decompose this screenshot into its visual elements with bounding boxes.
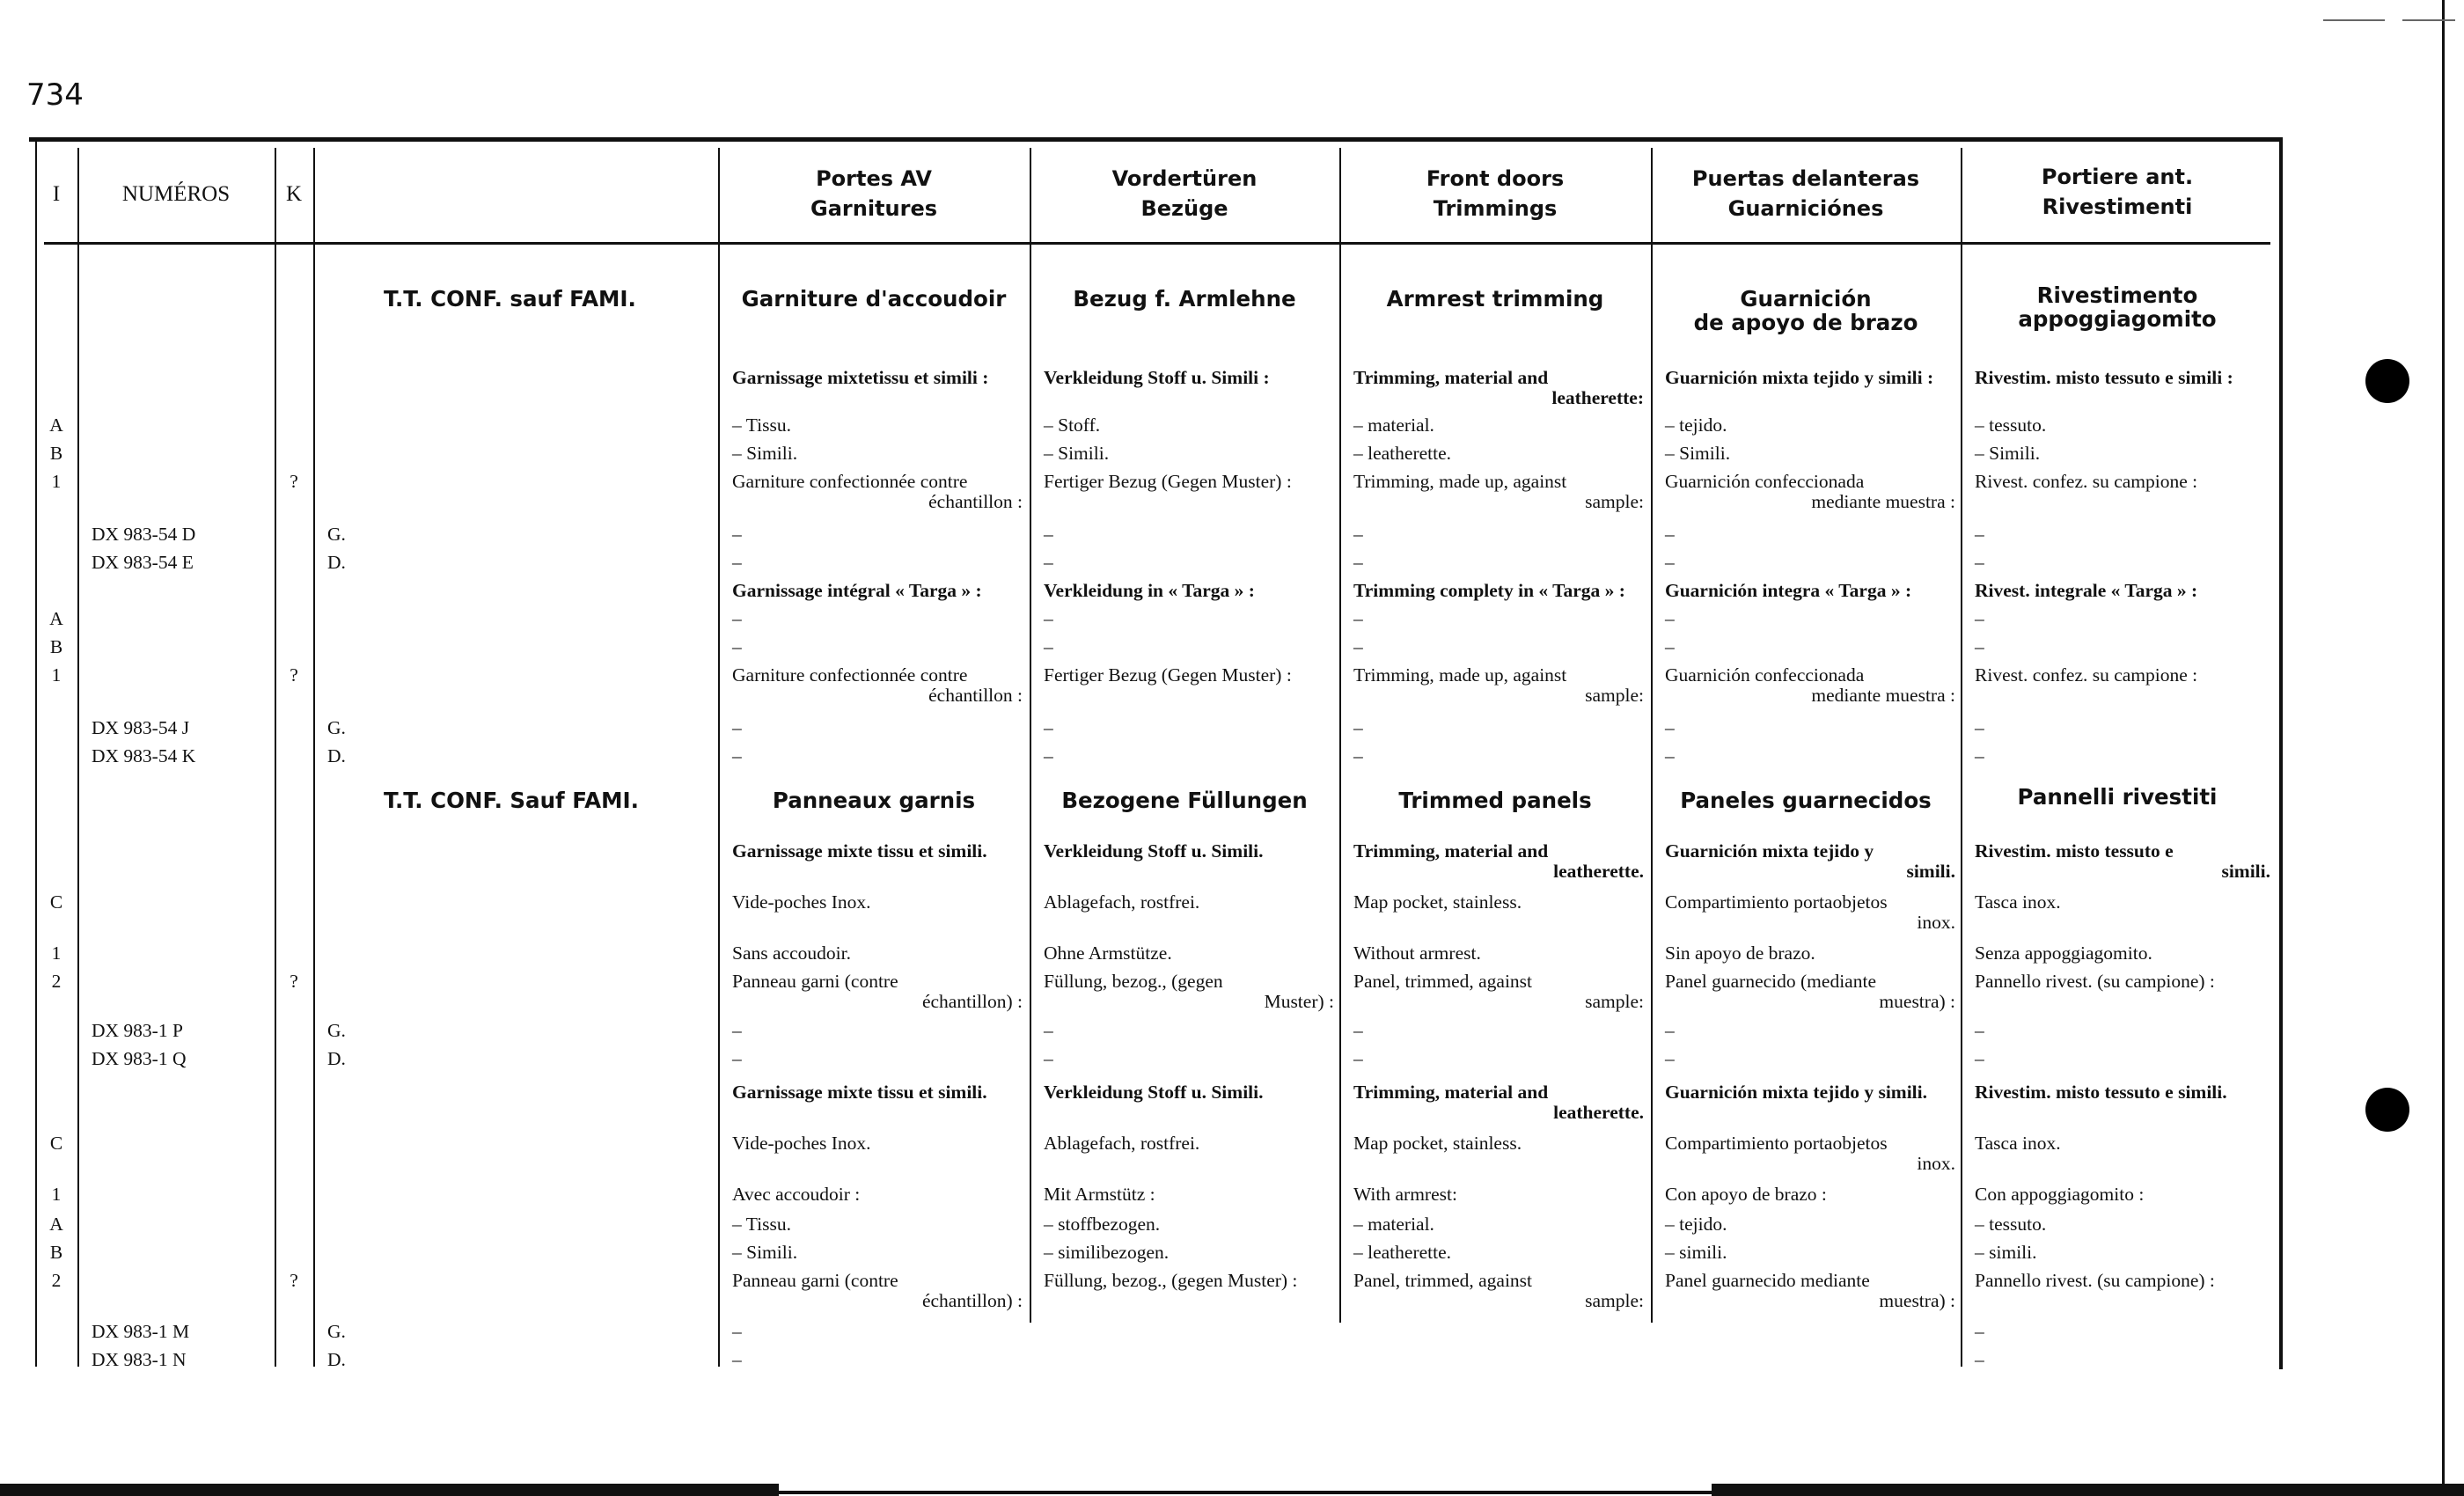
cell-en-cont: leatherette. xyxy=(1553,861,1644,882)
cell-i: B xyxy=(49,1242,63,1263)
cell-en-cont: leatherette: xyxy=(1551,387,1644,408)
cell-k: ? xyxy=(290,664,298,686)
col-rule xyxy=(275,148,276,1367)
cell-k: ? xyxy=(290,971,298,992)
cell-en: With armrest: xyxy=(1353,1184,1457,1205)
cell-es: – xyxy=(1665,552,1675,573)
cell-en: – xyxy=(1353,552,1363,573)
cell-en: – xyxy=(1353,636,1363,657)
table-top-border xyxy=(29,137,2280,142)
section-title-de: Bezogene Füllungen xyxy=(1061,788,1308,813)
header-col-en: Front doors Trimmings xyxy=(1426,166,1565,221)
cell-i: A xyxy=(49,1214,63,1235)
cell-de: Ablagefach, rostfrei. xyxy=(1044,1133,1200,1154)
cell-side: D. xyxy=(327,1048,346,1069)
cell-fr: Vide-poches Inox. xyxy=(732,891,871,913)
cell-fr: – Tissu. xyxy=(732,414,791,436)
cell-it: – xyxy=(1975,717,1984,738)
col-rule xyxy=(35,139,37,1367)
cell-fr: Garniture confectionnée contre xyxy=(732,471,968,492)
cell-fr: – xyxy=(732,552,742,573)
cell-fr: – Simili. xyxy=(732,443,798,464)
cell-num: DX 983-1 Q xyxy=(92,1048,187,1069)
cell-side: D. xyxy=(327,552,346,573)
section-label: T.T. CONF. Sauf FAMI. xyxy=(384,788,639,813)
cell-i: A xyxy=(49,414,63,436)
bottom-edge-bar xyxy=(0,1484,779,1496)
cell-fr: Garnissage mixte tissu et simili. xyxy=(732,1082,987,1103)
cell-it: Rivestim. misto tessuto e simili. xyxy=(1975,1082,2227,1103)
section-title-es: Guarnición de apoyo de brazo xyxy=(1693,286,1918,335)
cell-fr: Avec accoudoir : xyxy=(732,1184,861,1205)
cell-en-cont: sample: xyxy=(1585,1290,1644,1311)
cell-en-cont: sample: xyxy=(1585,685,1644,706)
cell-de: – xyxy=(1044,745,1053,766)
cell-num: DX 983-54 J xyxy=(92,717,190,738)
cell-de: Füllung, bezog., (gegen Muster) : xyxy=(1044,1270,1298,1291)
cell-i: 2 xyxy=(51,1270,62,1291)
cell-es: Guarnición mixta tejido y xyxy=(1665,840,1874,862)
section-title-fr: Garniture d'accoudoir xyxy=(741,286,1007,312)
cell-en: Panel, trimmed, against xyxy=(1353,1270,1533,1291)
cell-num: DX 983-54 D xyxy=(92,524,196,545)
cell-fr: – Simili. xyxy=(732,1242,798,1263)
cell-en: Trimming, made up, against xyxy=(1353,664,1567,686)
cell-side: G. xyxy=(327,524,346,545)
cell-de: – xyxy=(1044,524,1053,545)
cell-it: Tasca inox. xyxy=(1975,1133,2061,1154)
cell-de: Ohne Armstütze. xyxy=(1044,942,1172,964)
table-right-border xyxy=(2279,137,2283,1369)
edge-tick xyxy=(2323,19,2385,21)
cell-it: Rivestim. misto tessuto e simili : xyxy=(1975,367,2233,388)
cell-i: 1 xyxy=(51,664,62,686)
cell-es-cont: mediante muestra : xyxy=(1811,685,1955,706)
header-rule xyxy=(44,242,2270,245)
cell-it: – xyxy=(1975,1321,1984,1342)
section-title-it: Pannelli rivestiti xyxy=(2017,784,2218,810)
header-col-i: I xyxy=(52,182,61,206)
cell-num: DX 983-1 N xyxy=(92,1349,187,1370)
cell-it: Rivest. confez. su campione : xyxy=(1975,471,2198,492)
cell-de: Mit Armstütz : xyxy=(1044,1184,1155,1205)
cell-es: Guarnición confeccionada xyxy=(1665,664,1865,686)
page-number: 734 xyxy=(26,77,84,113)
cell-fr: Sans accoudoir. xyxy=(732,942,851,964)
cell-es: Sin apoyo de brazo. xyxy=(1665,942,1815,964)
cell-es: Panel guarnecido (mediante xyxy=(1665,971,1876,992)
cell-fr: Garniture confectionnée contre xyxy=(732,664,968,686)
cell-es: – simili. xyxy=(1665,1242,1727,1263)
cell-en: Trimming, made up, against xyxy=(1353,471,1567,492)
cell-en: – material. xyxy=(1353,414,1434,436)
section-title-en: Trimmed panels xyxy=(1398,788,1592,813)
edge-tick xyxy=(2402,19,2455,21)
cell-fr: – xyxy=(732,717,742,738)
col-rule xyxy=(313,148,315,1367)
cell-en-cont: leatherette. xyxy=(1553,1102,1644,1123)
cell-en: Trimming, material and xyxy=(1353,367,1549,388)
cell-en: – xyxy=(1353,1020,1363,1041)
cell-de: Ablagefach, rostfrei. xyxy=(1044,891,1200,913)
section-title-en: Armrest trimming xyxy=(1386,286,1604,312)
col-rule xyxy=(1339,148,1341,1323)
cell-es: – tejido. xyxy=(1665,1214,1727,1235)
cell-en: – material. xyxy=(1353,1214,1434,1235)
section-title-it: Rivestimento appoggiagomito xyxy=(2018,282,2217,332)
cell-de: Verkleidung Stoff u. Simili. xyxy=(1044,1082,1264,1103)
cell-num: DX 983-1 P xyxy=(92,1020,183,1041)
cell-en: Trimming complety in « Targa » : xyxy=(1353,580,1625,601)
cell-de: – stoffbezogen. xyxy=(1044,1214,1161,1235)
cell-i: B xyxy=(49,443,63,464)
cell-es-cont: inox. xyxy=(1917,912,1955,933)
cell-it: – xyxy=(1975,1349,1984,1370)
cell-i: 1 xyxy=(51,471,62,492)
cell-es: – xyxy=(1665,745,1675,766)
col-rule xyxy=(1030,148,1031,1323)
cell-es: – xyxy=(1665,717,1675,738)
cell-fr: – xyxy=(732,524,742,545)
cell-es: – xyxy=(1665,524,1675,545)
cell-fr: – xyxy=(732,608,742,629)
cell-fr: Garnissage mixtetissu et simili : xyxy=(732,367,989,388)
cell-it: Rivest. confez. su campione : xyxy=(1975,664,2198,686)
cell-fr: Garnissage intégral « Targa » : xyxy=(732,580,982,601)
cell-de: – Simili. xyxy=(1044,443,1110,464)
cell-es-cont: muestra) : xyxy=(1879,1290,1955,1311)
cell-de: – xyxy=(1044,1048,1053,1069)
binder-hole xyxy=(2365,1088,2409,1132)
cell-es: Guarnición mixta tejido y simili. xyxy=(1665,1082,1928,1103)
cell-en: Panel, trimmed, against xyxy=(1353,971,1533,992)
cell-fr: Vide-poches Inox. xyxy=(732,1133,871,1154)
cell-it: – Simili. xyxy=(1975,443,2041,464)
header-col-es: Puertas delanteras Guarniciónes xyxy=(1691,166,1920,221)
cell-es-cont: simili. xyxy=(1906,861,1955,882)
cell-de: – xyxy=(1044,717,1053,738)
cell-es: Guarnición integra « Targa » : xyxy=(1665,580,1912,601)
bottom-edge-bar xyxy=(1712,1484,2464,1496)
cell-en: – leatherette. xyxy=(1353,443,1452,464)
cell-es: Compartimiento portaobjetos xyxy=(1665,891,1888,913)
cell-de: Füllung, bezog., (gegen xyxy=(1044,971,1223,992)
cell-side: G. xyxy=(327,1321,346,1342)
header-col-k: K xyxy=(285,182,303,206)
cell-de: – xyxy=(1044,552,1053,573)
cell-de: – similibezogen. xyxy=(1044,1242,1170,1263)
cell-it: – xyxy=(1975,524,1984,545)
cell-it: Rivest. integrale « Targa » : xyxy=(1975,580,2198,601)
cell-fr: – xyxy=(732,1321,742,1342)
cell-i: C xyxy=(49,891,63,913)
cell-en: Trimming, material and xyxy=(1353,1082,1549,1103)
cell-it: – xyxy=(1975,552,1984,573)
cell-es: – xyxy=(1665,636,1675,657)
cell-it: Tasca inox. xyxy=(1975,891,2061,913)
cell-fr: – xyxy=(732,1349,742,1370)
cell-it: – simili. xyxy=(1975,1242,2037,1263)
cell-en: – xyxy=(1353,524,1363,545)
cell-de: – xyxy=(1044,1020,1053,1041)
cell-es: – xyxy=(1665,1048,1675,1069)
header-col-de: Vordertüren Bezüge xyxy=(1111,166,1258,221)
cell-i: 1 xyxy=(51,942,62,964)
cell-en: Map pocket, stainless. xyxy=(1353,891,1522,913)
cell-de: Fertiger Bezug (Gegen Muster) : xyxy=(1044,471,1292,492)
header-col-it: Portiere ant. Rivestimenti xyxy=(2041,165,2194,219)
cell-de: Fertiger Bezug (Gegen Muster) : xyxy=(1044,664,1292,686)
cell-es-cont: muestra) : xyxy=(1879,991,1955,1012)
cell-en: Map pocket, stainless. xyxy=(1353,1133,1522,1154)
cell-en: – leatherette. xyxy=(1353,1242,1452,1263)
cell-it: – xyxy=(1975,608,1984,629)
page-edge-line xyxy=(2442,0,2445,1496)
cell-fr: – xyxy=(732,745,742,766)
cell-side: D. xyxy=(327,745,346,766)
cell-i: C xyxy=(49,1133,63,1154)
cell-de: Verkleidung in « Targa » : xyxy=(1044,580,1255,601)
cell-es: – xyxy=(1665,1020,1675,1041)
cell-it: Rivestim. misto tessuto e xyxy=(1975,840,2174,862)
cell-en: – xyxy=(1353,608,1363,629)
cell-num: DX 983-54 E xyxy=(92,552,194,573)
section-label: T.T. CONF. sauf FAMI. xyxy=(384,286,636,312)
cell-es-cont: mediante muestra : xyxy=(1811,491,1955,512)
cell-fr: – xyxy=(732,1048,742,1069)
cell-es: Con apoyo de brazo : xyxy=(1665,1184,1827,1205)
cell-it: Senza appoggiagomito. xyxy=(1975,942,2152,964)
cell-num: DX 983-1 M xyxy=(92,1321,190,1342)
cell-fr: Panneau garni (contre xyxy=(732,971,898,992)
cell-side: G. xyxy=(327,717,346,738)
cell-it: – xyxy=(1975,636,1984,657)
cell-fr: – Tissu. xyxy=(732,1214,791,1235)
col-rule xyxy=(718,148,720,1367)
cell-es-cont: inox. xyxy=(1917,1153,1955,1174)
cell-fr-cont: échantillon) : xyxy=(921,1290,1023,1311)
cell-de: Verkleidung Stoff u. Simili. xyxy=(1044,840,1264,862)
col-rule xyxy=(77,148,79,1367)
cell-side: D. xyxy=(327,1349,346,1370)
section-title-fr: Panneaux garnis xyxy=(772,788,976,813)
cell-de: Verkleidung Stoff u. Simili : xyxy=(1044,367,1270,388)
cell-it: – tessuto. xyxy=(1975,414,2047,436)
cell-i: A xyxy=(49,608,63,629)
cell-fr-cont: échantillon : xyxy=(928,491,1023,512)
section-title-de: Bezug f. Armlehne xyxy=(1073,286,1296,312)
cell-es: Compartimiento portaobjetos xyxy=(1665,1133,1888,1154)
cell-it-cont: simili. xyxy=(2221,861,2270,882)
cell-en-cont: sample: xyxy=(1585,491,1644,512)
cell-es: – xyxy=(1665,608,1675,629)
cell-fr: Panneau garni (contre xyxy=(732,1270,898,1291)
cell-it: – xyxy=(1975,745,1984,766)
cell-es: Guarnición mixta tejido y simili : xyxy=(1665,367,1934,388)
cell-it: – tessuto. xyxy=(1975,1214,2047,1235)
cell-it: – xyxy=(1975,1020,1984,1041)
cell-k: ? xyxy=(290,1270,298,1291)
cell-it: Pannello rivest. (su campione) : xyxy=(1975,1270,2215,1291)
cell-fr: – xyxy=(732,1020,742,1041)
header-col-numeros: NUMÉROS xyxy=(121,182,231,206)
cell-fr-cont: échantillon) : xyxy=(921,991,1023,1012)
cell-de: – Stoff. xyxy=(1044,414,1101,436)
cell-fr-cont: échantillon : xyxy=(928,685,1023,706)
cell-side: G. xyxy=(327,1020,346,1041)
section-title-es: Paneles guarnecidos xyxy=(1680,788,1932,813)
cell-es: – Simili. xyxy=(1665,443,1731,464)
cell-it: Pannello rivest. (su campione) : xyxy=(1975,971,2215,992)
cell-de-cont: Muster) : xyxy=(1264,991,1334,1012)
cell-es: – tejido. xyxy=(1665,414,1727,436)
cell-num: DX 983-54 K xyxy=(92,745,196,766)
cell-de: – xyxy=(1044,608,1053,629)
cell-en-cont: sample: xyxy=(1585,991,1644,1012)
cell-i: 1 xyxy=(51,1184,62,1205)
binder-hole xyxy=(2365,359,2409,403)
cell-k: ? xyxy=(290,471,298,492)
cell-en: Trimming, material and xyxy=(1353,840,1549,862)
cell-de: – xyxy=(1044,636,1053,657)
cell-it: – xyxy=(1975,1048,1984,1069)
cell-en: – xyxy=(1353,745,1363,766)
cell-es: Panel guarnecido mediante xyxy=(1665,1270,1870,1291)
cell-en: – xyxy=(1353,717,1363,738)
cell-i: 2 xyxy=(51,971,62,992)
header-col-fr: Portes AV Garnitures xyxy=(810,166,937,221)
cell-fr: – xyxy=(732,636,742,657)
cell-es: Guarnición confeccionada xyxy=(1665,471,1865,492)
cell-i: B xyxy=(49,636,63,657)
cell-en: Without armrest. xyxy=(1353,942,1481,964)
bottom-edge-bar xyxy=(779,1491,1712,1494)
cell-it: Con appoggiagomito : xyxy=(1975,1184,2145,1205)
cell-fr: Garnissage mixte tissu et simili. xyxy=(732,840,987,862)
cell-en: – xyxy=(1353,1048,1363,1069)
